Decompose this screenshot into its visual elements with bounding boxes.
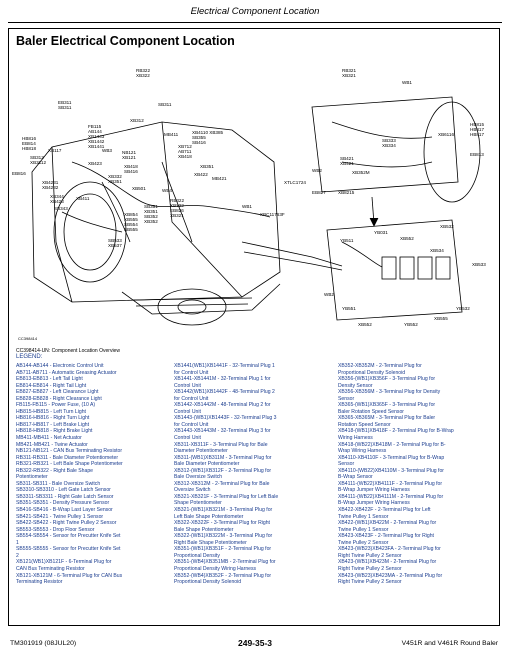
legend-entry: XB121(WB1)XB121F - 6-Terminal Plug for <box>16 559 112 566</box>
legend-entry: XB423-(WB23)XB423FA - 2-Terminal Plug for <box>338 546 441 553</box>
callout-xb854: XB854 XB555 SB554 SB555 <box>124 212 138 232</box>
legend-entry: HB815-HB815 - Left Turn Light <box>16 408 86 415</box>
legend-entry: SB311-SB311 - Bale Oversize Switch <box>16 480 101 487</box>
callout-xb418: XB418 SB416 <box>124 164 138 174</box>
legend-entry: XB321-(WB1)XB321M - 3-Terminal Plug for <box>174 507 273 514</box>
legend-entry: XB121-XB121M - 6-Terminal Plug for CAN Bus <box>16 572 123 579</box>
callout-xb534: XB534 <box>430 248 444 253</box>
legend-entry: Shape Potentiometer <box>174 500 222 507</box>
legend-entry: Proportional Density Solenoid <box>174 579 242 586</box>
legend-entry: SB421-SB421 - Twine Pulley 1 Sensor <box>16 513 104 520</box>
legend-entry: XB321-XB321F - 3-Terminal Plug for Left Bale <box>174 493 279 500</box>
callout-xb411: XB411 <box>76 196 90 201</box>
callout-xb312: XB312 <box>130 118 144 123</box>
legend-entry: RB311-RB311 - Bale Diameter Potentiometer <box>16 454 119 461</box>
callout-yb551: YB551 <box>342 306 356 311</box>
legend-entry: Bale Diameter Potentiometer <box>174 461 240 468</box>
callout-xbc11763f: XBC11763F <box>260 212 285 217</box>
legend-entry: Sensor <box>338 395 355 402</box>
legend-entry: Right Twine Pulley 2 Sensor <box>338 565 402 572</box>
legend-entry: Control Unit <box>174 435 201 442</box>
legend-entry: Bale Oversize Switch <box>174 474 223 481</box>
callout-xb532: XB532 <box>440 224 454 229</box>
legend-entry: CAN Bus Terminating Resistor <box>16 565 85 572</box>
legend-entry: XB423-(WB23)XB423MA - 2-Terminal Plug for <box>338 572 443 579</box>
callout-rb322: RB322 XB322 <box>136 68 151 78</box>
figure-caption: CC398414-UN: Component Location Overview <box>16 348 120 354</box>
callout-rb322-lower: RB322 XB322 EB826 XB321 <box>170 198 185 218</box>
rear-harness <box>332 122 432 138</box>
legend-entry: 1 <box>16 539 19 546</box>
callout-rb321: RB321 XB321 <box>342 68 357 78</box>
legend-entry: B-Wrap Sensor <box>338 474 373 481</box>
legend-entry: RB321-RB321 - Left Bale Shape Potentiometer <box>16 461 123 468</box>
legend-entry: SB3311-SB3311 - Right Gate Latch Sensor <box>16 493 114 500</box>
legend-entry: Oversize Switch <box>174 487 211 494</box>
legend-entry: XB4110-XB4110F - 3-Terminal Plug for B-Wrap <box>338 454 445 461</box>
bale-chamber-inner <box>64 194 116 270</box>
wheel-hub <box>178 300 206 314</box>
legend-entry: XB422-XB422F - 2-Terminal Plug for Left <box>338 507 431 514</box>
callout-yb511: YB511 <box>340 238 354 243</box>
callout-fb115: FB115 AB144 XB1443 XB1442 XB1441 <box>88 124 105 149</box>
legend-entry: Baler Rotation Speed Sensor <box>338 408 404 415</box>
legend-entry: XB311-XB311F - 3-Terminal Plug for Bale <box>174 441 268 448</box>
legend-entry: XB422-(WB1)XB422M - 2-Terminal Plug for <box>338 520 437 527</box>
legend-entry: Rotation Speed Sensor <box>338 421 391 428</box>
legend-entry: XB322-(WB1)XB322M - 3-Terminal Plug for <box>174 533 273 540</box>
legend-entry: XB1442-XB1442M - 48-Terminal Plug 2 for <box>174 402 271 409</box>
callout-sb351: SB351 XB351 SB352 XB352 <box>144 204 158 224</box>
callout-eb816: EB816 <box>12 171 26 176</box>
pickup-tine-bar-2 <box>136 304 248 306</box>
callout-sb312: SB312 XB3112 <box>30 155 47 165</box>
callout-yb552: YB552 <box>404 322 418 327</box>
legend-entry: MB411-MB411 - Net Actuator <box>16 435 82 442</box>
legend-entry: XB1443-(WB1)XB1443F - 32-Terminal Plug 3 <box>174 415 277 422</box>
legend-entry: XB4111-(WB22)XB4111F - 2-Terminal Plug for <box>338 480 443 487</box>
legend-entry: SB553-SB553 - Drop Floor Sensor <box>16 526 95 533</box>
legend-entry: XB1441(WB1)XB1441F - 32-Terminal Plug 1 <box>174 363 275 369</box>
legend-column-2 <box>174 363 332 586</box>
figure-id: CC398414 <box>18 336 38 341</box>
legend-entry: XB352-XB352M - 2-Terminal Plug for <box>338 363 422 369</box>
legend-header <box>16 348 498 361</box>
legend-entry: FB115-FB115 - Power Fuse, (10 A) <box>16 402 96 409</box>
legend-entry: B-Wrap Jumper Wiring Harness <box>338 487 410 494</box>
callout-xb422: XB422 <box>194 172 208 177</box>
legend-entry: Bale Shape Potentiometer <box>174 526 234 533</box>
callout-xb4110: XB4110 XB385 SB355 SB416 <box>192 130 224 145</box>
legend-entry: EB828-EB828 - Right Clearance Light <box>16 395 102 402</box>
callout-hb816: HB816 EB814 HB818 <box>22 136 37 151</box>
legend-heading: LEGEND: <box>16 354 43 360</box>
callout-wb1-left: WB1 <box>242 204 252 209</box>
callout-wb4: WB4 <box>162 188 172 193</box>
bale-chamber-left <box>54 182 126 282</box>
callout-xb423: XB423 <box>88 161 102 166</box>
legend-entry: XB423-XB423F - 2-Terminal Plug for Right <box>338 533 434 540</box>
legend-entry: Density Sensor <box>338 382 373 389</box>
footer-model-name: V451R and V461R Round Baler <box>401 640 498 647</box>
legend-entry: SB351-SB351 - Density Pressure Sensor <box>16 500 110 507</box>
callout-sb311: SB311 <box>158 102 172 107</box>
callout-xb533: XB533 <box>472 262 486 267</box>
legend-entry: SB416-SB416 - B-Wrap Last Layer Sensor <box>16 507 113 514</box>
legend-entry: Diameter Potentiometer <box>174 448 228 455</box>
legend-entry: Right Twine Pulley 2 Sensor <box>338 552 402 559</box>
legend-entry: Control Unit <box>174 382 201 389</box>
legend-entry: for Control Unit <box>174 395 209 402</box>
legend-entry: HB818-HB818 - Right Brake Light <box>16 428 93 435</box>
legend-entry: SB422-SB422 - Right Twine Pulley 2 Sensor <box>16 520 117 527</box>
legend-entry: XB1441-XB1441M - 32-Terminal Plug 1 for <box>174 376 271 383</box>
callout-sb533: SB533 XB537 <box>108 238 122 248</box>
legend-entry: XB311-(WB1)XB311M - 3-Terminal Plug for <box>174 454 272 461</box>
callout-wb3: WB3 <box>102 148 112 153</box>
legend-entry: Sensor <box>338 461 355 468</box>
legend-entry: XB312-XB312M - 2-Terminal Plug for Bale <box>174 480 270 487</box>
solenoid-2 <box>400 257 414 279</box>
legend-entry: Right Bale Shape Potentiometer <box>174 539 247 546</box>
legend-entry: Wiring Harness <box>338 435 373 442</box>
footer-manual-id: TM301919 (08JUL20) <box>10 640 77 647</box>
footer-page-number: 249-35-3 <box>237 638 273 648</box>
legend-entry: Potentiometer <box>16 474 48 481</box>
callout-xb344: XB344 XB423 <box>50 194 64 204</box>
wheel-outline <box>158 289 226 325</box>
legend-entry: XB418-(WB22)XB418M - 2-Terminal Plug for B- <box>338 441 446 448</box>
legend-entry: XB1443-XB1443M - 32-Terminal Plug 3 for <box>174 428 271 435</box>
callout-xb332: XB332 XB351 <box>108 174 122 184</box>
legend-entry: for Control Unit <box>174 421 209 428</box>
callout-yb532: YB532 <box>456 306 470 311</box>
detail-arrow-head <box>370 218 378 226</box>
callout-sb421: SB421 XB421 <box>340 156 354 166</box>
callout-xb117: XB117 <box>48 148 62 153</box>
legend-entry: B-Wrap Jumper Wiring Harness <box>338 500 410 507</box>
legend-entry: MB421-MB421 - Twine Actuator <box>16 441 88 448</box>
legend-entry: Wrap Wiring Harness <box>338 448 387 455</box>
legend-entry: Proportional Density Solenoid <box>338 369 406 376</box>
legend-entry: XB423-(WB1)XB423M - 2-Terminal Plug for <box>338 559 437 566</box>
callout-eb311: EB311 SB311 <box>58 100 72 110</box>
legend-entry: XB418-(WB1)XB418F - 2-Terminal Plug for B-Wrap <box>338 428 454 435</box>
callout-nb121: NB121 XB121 <box>122 150 137 160</box>
legend-entry: Proportional Density Wiring Harness <box>174 565 257 572</box>
callout-wb2-lower: WB2 <box>324 292 334 297</box>
legend-entry: XB352-(WB4)XB352F - 2-Terminal Plug for <box>174 572 272 579</box>
legend-entry: RB322-RB322 - Right Bale Shape <box>16 467 94 474</box>
callout-wb2-upper: WB2 <box>312 168 322 173</box>
callout-eb827: EB827 <box>312 190 326 195</box>
legend-entry: HB817-HB817 - Left Brake Light <box>16 421 90 428</box>
legend-column-1 <box>16 363 168 586</box>
baler-front-edge <box>52 147 72 302</box>
callout-xb501: XB501 <box>132 186 146 191</box>
callout-mb421: MB421 <box>212 176 227 181</box>
hitch-tongue-lower <box>244 252 342 270</box>
legend-entry: XB322-XB322F - 3-Terminal Plug for Right <box>174 520 270 527</box>
legend-column-3 <box>338 363 498 586</box>
legend-entry: XB4110-(WB22)XB4110M - 3-Terminal Plug for <box>338 467 444 474</box>
legend-entry: Twine Pulley 2 Sensor <box>338 539 389 546</box>
rear-harness-lower <box>342 162 432 167</box>
callout-xb4231: XB4231 XB4232 <box>42 180 59 190</box>
legend-entry: Control Unit <box>174 408 201 415</box>
legend-entry: XB356-(WB1)XB356F - 3-Terminal Plug for <box>338 376 436 383</box>
legend-entry: SB554-SB554 - Sensor for Precutter Knife Set <box>16 533 121 540</box>
valve-block-frame <box>327 220 462 320</box>
callout-eb813: EB813 <box>470 152 484 157</box>
legend-entry: Right Twine Pulley 2 Sensor <box>338 579 402 586</box>
legend-entry: XB312-(WB1)XB312F - 2-Terminal Plug for <box>174 467 272 474</box>
page-title: Baler Electrical Component Location <box>16 34 235 48</box>
callout-xtlc1724: XTLC1724 <box>284 180 306 185</box>
legend-entry: XB1442(WB1)XB1442F - 48-Terminal Plug 2 <box>174 389 275 396</box>
legend-entry: Proportional Density <box>174 552 220 559</box>
component-location-figure <box>12 52 498 344</box>
legend-entry: Left Bale Shape Potentiometer <box>174 513 244 520</box>
callout-xb352m: XB352M <box>352 170 370 175</box>
valve-harness <box>342 242 382 267</box>
legend-entry: NB121-NB121 - CAN Bus Terminating Resistor <box>16 448 123 455</box>
callout-wb1-right: WB1 <box>402 80 412 85</box>
callout-hb815: HB815 HB817 HB817 <box>470 122 485 137</box>
callout-sb333: SB333 XB334 <box>382 138 396 148</box>
callout-yb031: YB031 <box>374 230 388 235</box>
solenoid-1 <box>382 257 396 279</box>
legend-entry: XB365-XB365M - 3-Terminal Plug for Baler <box>338 415 436 422</box>
callout-xb8215: XB8215 <box>338 190 355 195</box>
legend-entry: SB3310-SB3310 - Left Gate Latch Sensor <box>16 487 111 494</box>
legend-entry: Terminating Resistor <box>16 579 63 586</box>
solenoid-3 <box>418 257 432 279</box>
legend-entry: for Control Unit <box>174 369 209 376</box>
legend-entry: SB555-SB555 - Sensor for Precutter Knife Set <box>16 546 121 553</box>
callout-xb6116: XB6116 <box>438 132 455 137</box>
legend-entry: EB827-EB827 - Left Clearance Light <box>16 389 99 396</box>
legend-entry: HB816-HB816 - Right Turn Light <box>16 415 90 422</box>
callout-xb552-top: XB552 <box>400 236 414 241</box>
legend-entry: AB711-AB711 - Automatic Greasing Actuator <box>16 369 117 376</box>
legend-entry: 2 <box>16 552 19 559</box>
solenoid-4 <box>436 257 450 279</box>
legend-columns <box>16 363 498 621</box>
callout-xb552-bottom: XB552 <box>358 322 372 327</box>
legend-entry: XB351-(WB4)XB351MB - 2-Terminal Plug for <box>174 559 276 566</box>
legend-entry: Twine Pulley 1 Sensor <box>338 513 389 520</box>
legend-entry: XB4111-(WB22)XB4111M - 2-Terminal Plug for <box>338 493 444 500</box>
header-rule <box>8 22 502 23</box>
legend-entry: Twine Pulley 1 Sensor <box>338 526 389 533</box>
legend-entry: XB351-(WB1)XB351F - 2-Terminal Plug for <box>174 546 272 553</box>
legend-entry: EB814-EB814 - Right Tail Light <box>16 382 87 389</box>
callout-xb712: XB712 AB711 XB418 <box>178 144 192 159</box>
callout-xb351: XB351 <box>200 164 214 169</box>
legend-entry: EB813-EB813 - Left Tail Light <box>16 376 83 383</box>
callout-mb411: MB411 <box>164 132 179 137</box>
running-header: Electrical Component Location <box>190 6 320 17</box>
legend-entry: XB365-(WB1)XB365F - 3-Terminal Plug for <box>338 402 436 409</box>
legend-entry: AB144-AB144 - Electronic Control Unit <box>16 363 104 369</box>
callout-sb343: SB343 <box>54 206 68 211</box>
legend-entry: XB356-XB356M - 3-Terminal Plug for Density <box>338 389 441 396</box>
callout-xb555: XB555 <box>434 316 448 321</box>
